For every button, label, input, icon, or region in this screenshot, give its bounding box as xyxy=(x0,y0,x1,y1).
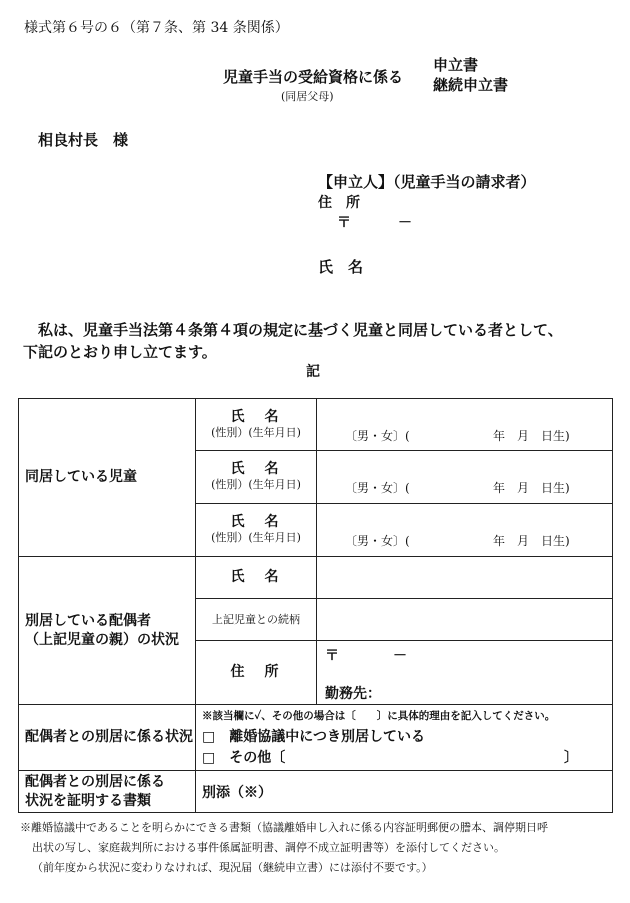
option-divorce-negotiation[interactable]: □ 離婚協議中につき別居している xyxy=(202,729,425,745)
title-option-renewal: 継続申立書 xyxy=(433,76,509,94)
form-title: 児童手当の受給資格に係る xyxy=(223,68,404,86)
applicant-postal-dash: － xyxy=(398,215,412,231)
relation-field[interactable] xyxy=(317,599,613,641)
sex-choice: 〔男・女〕( xyxy=(345,429,410,443)
name-label: 氏 名 xyxy=(230,514,282,530)
option-other-close: 〕 xyxy=(564,750,578,766)
separation-label: 配偶者との別居に係る状況 xyxy=(19,705,196,771)
date-tail: 年 月 日生) xyxy=(493,534,570,548)
date-tail: 年 月 日生) xyxy=(493,481,570,495)
postal-mark: 〒 xyxy=(325,648,339,664)
applicant-postal-mark: 〒 xyxy=(337,215,351,231)
separation-note: ※該当欄に✓、その他の場合は〔 〕に具体的理由を記入してください。 xyxy=(202,710,556,722)
sex-choice: 〔男・女〕( xyxy=(345,481,410,495)
spouse-name-label: 氏 名 xyxy=(196,557,317,599)
addressee: 相良村長 様 xyxy=(38,131,129,149)
child-3-field[interactable] xyxy=(317,504,613,557)
option-other[interactable]: □ その他〔 xyxy=(202,750,286,766)
footnote-line-2: 出状の写し、家庭裁判所における事件係属証明書、調停不成立証明書等）を添付してください。 xyxy=(32,841,505,854)
applicant-name-label: 氏 名 xyxy=(318,258,364,276)
name-label: 氏 名 xyxy=(230,461,282,477)
date-tail: 年 月 日生) xyxy=(493,429,570,443)
sex-choice: 〔男・女〕( xyxy=(345,534,410,548)
sex-dob-label: (性別）(生年月日) xyxy=(211,478,301,491)
ki-heading: 記 xyxy=(306,364,320,380)
footnote-line-3: （前年度から状況に変わりなければ、現況届（継続申立書）には添付不要です。） xyxy=(32,861,433,874)
proof-value: 別添（※） xyxy=(196,771,613,813)
statement-line-1: 私は、児童手当法第４条第４項の規定に基づく児童と同居している者として、 xyxy=(38,321,563,339)
spouse-address-label: 住 所 xyxy=(196,641,317,705)
relation-label: 上記児童との続柄 xyxy=(196,599,317,641)
sex-dob-label: (性別）(生年月日) xyxy=(211,531,301,544)
proof-label: 配偶者との別居に係る 状況を証明する書類 xyxy=(19,771,196,813)
child-1-field[interactable] xyxy=(317,399,613,451)
children-label: 同居している児童 xyxy=(19,399,196,557)
spouse-label-line-1: 別居している配偶者 xyxy=(25,612,151,629)
applicant-heading: 【申立人】（児童手当の請求者） xyxy=(318,173,536,191)
spouse-label xyxy=(19,557,196,705)
statement-line-2: 下記のとおり申し立てます。 xyxy=(23,343,217,361)
declaration-table xyxy=(18,398,613,813)
form-number: 様式第６号の６（第７条、第 34 条関係） xyxy=(24,20,289,36)
sex-dob-label: (性別）(生年月日) xyxy=(211,425,301,439)
child-3-name-label xyxy=(196,504,317,557)
spouse-address-field[interactable] xyxy=(317,641,613,705)
postal-dash: － xyxy=(393,648,407,664)
applicant-address-label: 住 所 xyxy=(318,195,360,211)
spouse-label-line-2: （上記児童の親）の状況 xyxy=(25,631,179,648)
name-label: 氏 名 xyxy=(230,408,282,425)
child-2-name-label xyxy=(196,451,317,504)
workplace-label: 勤務先： xyxy=(325,686,381,702)
title-option-application: 申立書 xyxy=(433,56,479,74)
separation-field xyxy=(196,705,613,771)
form-subtitle: (同居父母) xyxy=(281,90,334,103)
spouse-name-field[interactable] xyxy=(317,557,613,599)
child-1-name-label xyxy=(196,399,317,451)
footnote-line-1: ※離婚協議中であることを明らかにできる書類（協議離婚申し入れに係る内容証明郵便の謄本、調停期日呼 xyxy=(20,821,548,834)
child-2-field[interactable] xyxy=(317,451,613,504)
